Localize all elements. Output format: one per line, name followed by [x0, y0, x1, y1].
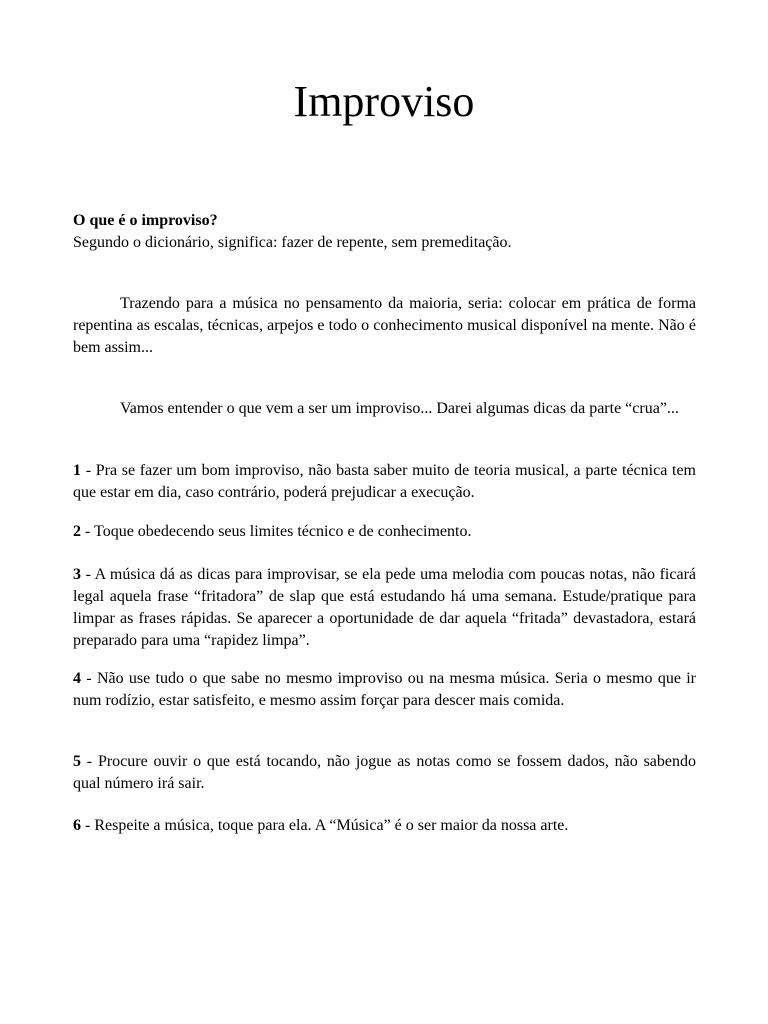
question-heading: O que é o improviso?: [73, 212, 218, 229]
tip-number: 5: [73, 753, 81, 770]
tip-number: 4: [73, 670, 81, 687]
paragraph-1: Trazendo para a música no pensamento da maioria, seria: colocar em prática de forma repentina as escalas, técnicas, arpejos e todo o conhecimento musical disponível na mente. Não é bem assim...: [73, 295, 696, 356]
tip-item: [73, 815, 696, 837]
tip-text: - Toque obedecendo seus limites técnico e de conhecimento.: [81, 523, 472, 540]
tip-text: - Procure ouvir o que está tocando, não jogue as notas como se fossem dados, não sabendo qual número irá sair.: [73, 753, 696, 792]
tip-number: 3: [73, 566, 81, 583]
question-answer: Segundo o dicionário, significa: fazer de repente, sem premeditação.: [73, 234, 512, 251]
document-title: Improviso: [293, 77, 475, 126]
tip-item: [73, 751, 696, 795]
tip-item: [73, 668, 696, 712]
tip-text: - Pra se fazer um bom improviso, não basta saber muito de teoria musical, a parte técnica tem que estar em dia, caso contrário, poderá prejudicar a execução.: [73, 462, 696, 501]
paragraph-2: Vamos entender o que vem a ser um improviso... Darei algumas dicas da parte “crua”...: [120, 400, 679, 417]
tip-item: [73, 564, 696, 652]
tip-number: 6: [73, 817, 81, 834]
tip-item: [73, 521, 696, 543]
tip-item: [73, 460, 696, 504]
tip-text: - A música dá as dicas para improvisar, se ela pede uma melodia com poucas notas, não ficará legal aquela frase “fritadora” de slap que está estudando há uma semana. Estude/pratique para limpar as frases rápidas. Se aparecer a oportunidade de dar aquela “fritada” devastadora, estará preparado para uma “rapidez limpa”.: [73, 566, 696, 649]
tip-number: 2: [73, 523, 81, 540]
tip-number: 1: [73, 462, 81, 479]
tip-text: - Não use tudo o que sabe no mesmo improviso ou na mesma música. Seria o mesmo que ir num rodízio, estar satisfeito, e mesmo assim forçar para descer mais comida.: [73, 670, 696, 709]
tip-text: - Respeite a música, toque para ela. A “Música” é o ser maior da nossa arte.: [81, 817, 569, 834]
